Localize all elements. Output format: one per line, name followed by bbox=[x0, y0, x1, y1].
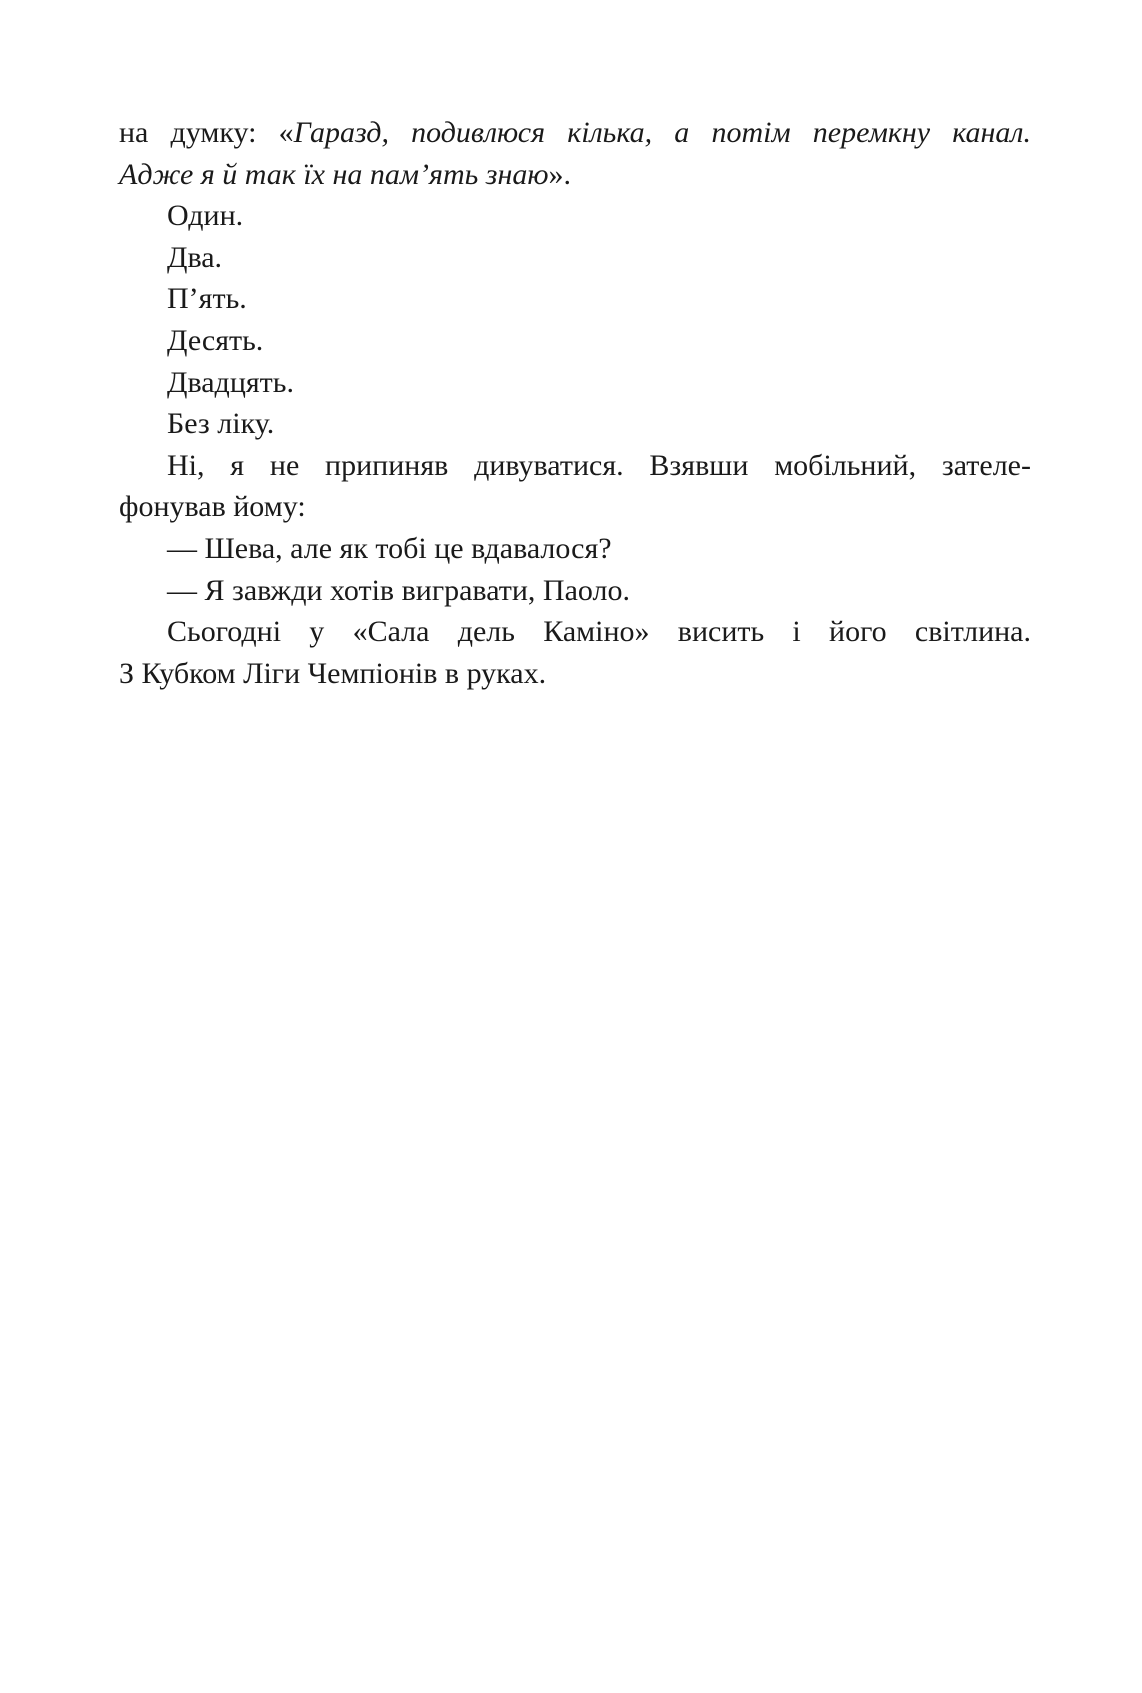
text-line-1-regular: на думку: « bbox=[119, 116, 294, 149]
text-line-7: Двадцять. bbox=[167, 365, 294, 399]
text-line-9: Ні, я не припиняв дивуватися. Взявши мобільний, зателе- bbox=[167, 448, 1031, 482]
text-line-3: Один. bbox=[167, 199, 244, 233]
text-line-2 bbox=[119, 154, 1031, 196]
text-line-12: — Я завжди хотів вигравати, Паоло. bbox=[167, 573, 630, 607]
text-line-6: Десять. bbox=[167, 323, 264, 357]
text-line-1-italic: Гаразд, подивлюся кілька, а потім перемкну канал. bbox=[293, 116, 1031, 149]
text-line-10: фонував йому: bbox=[119, 490, 306, 524]
text-line-4: Два. bbox=[167, 240, 223, 274]
text-line-14: З Кубком Ліги Чемпіонів в руках. bbox=[119, 656, 547, 690]
page-text bbox=[119, 112, 1031, 694]
text-line-8: Без ліку. bbox=[167, 407, 275, 441]
text-line-2-italic: Адже я й так їх на пам’ять знаю bbox=[119, 157, 549, 191]
text-line-5: П’ять. bbox=[167, 282, 247, 316]
text-line-13: Сьогодні у «Сала дель Каміно» висить і його світлина. bbox=[167, 615, 1031, 649]
text-line-2-regular: ». bbox=[548, 157, 572, 191]
text-line-1 bbox=[119, 112, 1031, 154]
text-line-11: — Шева, але як тобі це вдавалося? bbox=[167, 531, 612, 565]
